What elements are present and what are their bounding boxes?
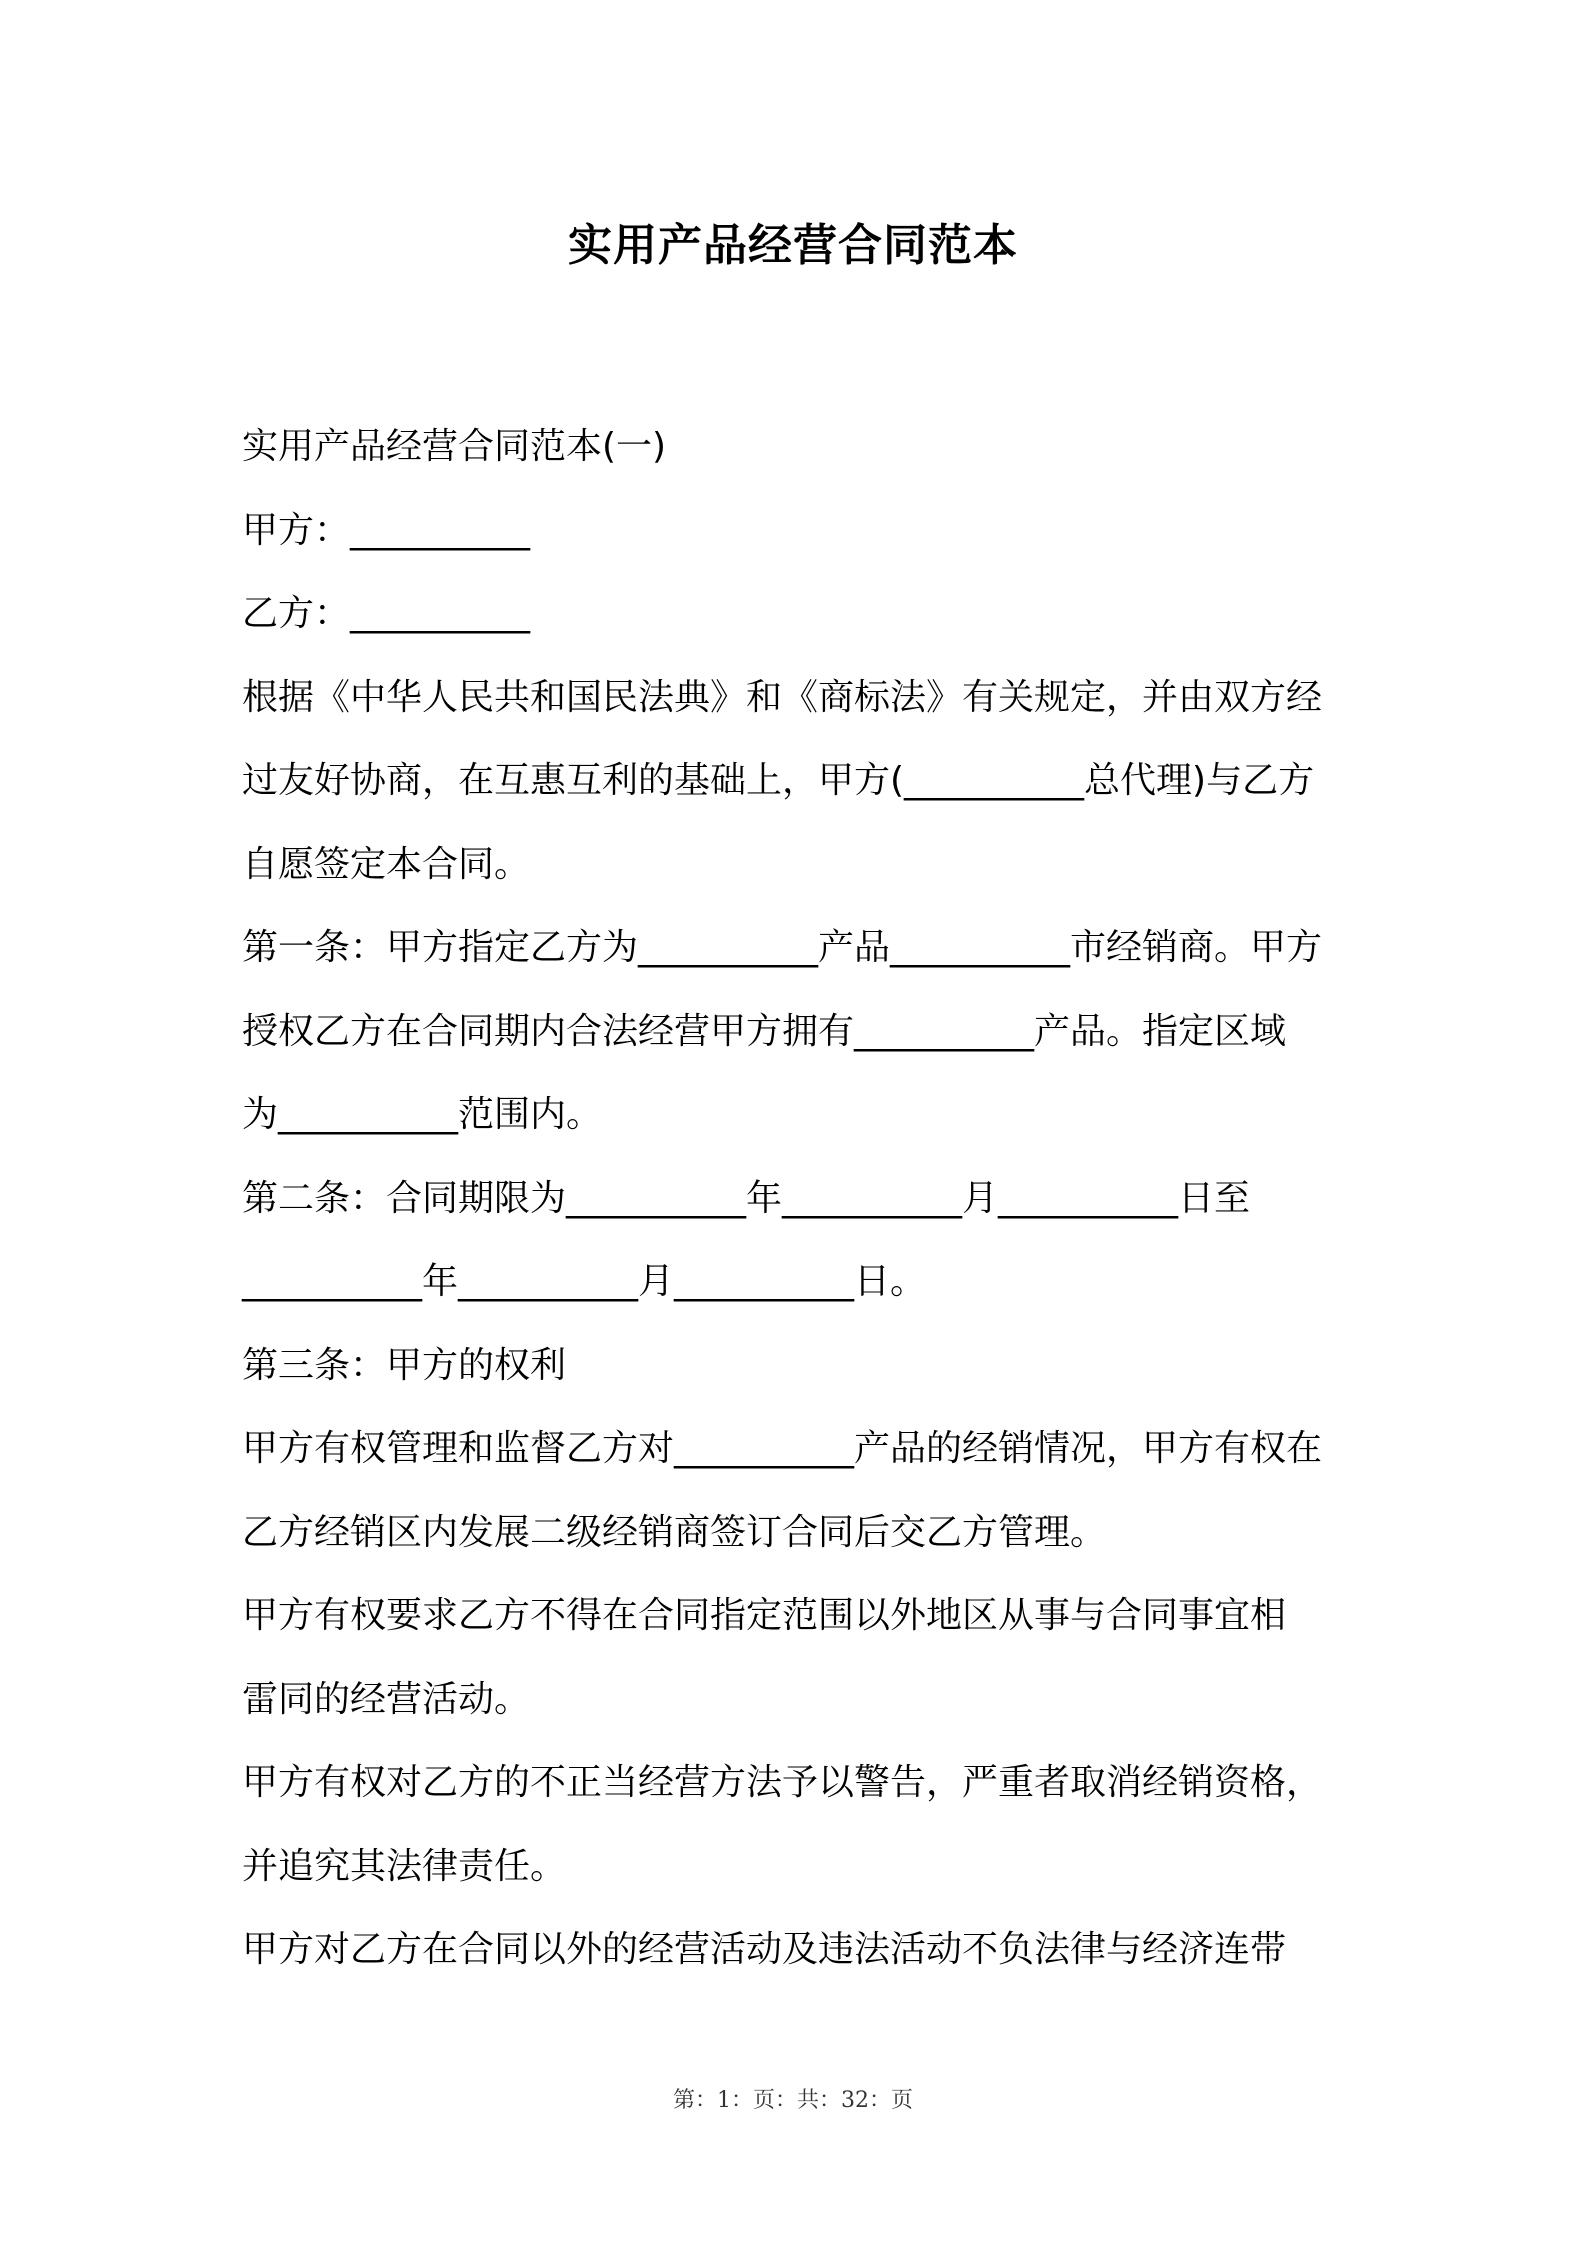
document-body: [242, 405, 1362, 1992]
paragraph-line: 乙方经销区内发展二级经销商签订合同后交乙方管理。: [242, 1511, 1107, 1553]
paragraph-line: 甲方有权要求乙方不得在合同指定范围以外地区从事与合同事宜相: [242, 1595, 1287, 1636]
article-heading: 第三条：甲方的权利: [242, 1344, 567, 1386]
article-line: __________年__________月__________日。: [242, 1261, 926, 1302]
paragraph-line: 过友好协商，在互惠互利的基础上，甲方(__________总代理)与乙方: [242, 760, 1315, 801]
paragraph-line: 甲方有权管理和监督乙方对__________产品的经销情况，甲方有权在: [242, 1428, 1323, 1469]
paragraph-line: 自愿签定本合同。: [242, 843, 531, 885]
paragraph-line: 雷同的经营活动。: [242, 1678, 531, 1720]
article-line: 授权乙方在合同期内合法经营甲方拥有__________产品。指定区域: [242, 1010, 1287, 1052]
party-a-line: 甲方：__________: [242, 509, 531, 551]
document-title: 实用产品经营合同范本: [568, 220, 1018, 271]
paragraph-line: 甲方对乙方在合同以外的经营活动及违法活动不负法律与经济连带: [242, 1929, 1287, 1970]
paragraph-line: 甲方有权对乙方的不正当经营方法予以警告，严重者取消经销资格，: [242, 1762, 1323, 1803]
article-line: 为__________范围内。: [242, 1094, 603, 1135]
paragraph-line: 并追究其法律责任。: [242, 1845, 567, 1887]
article-line: 第一条：甲方指定乙方为__________产品__________市经销商。甲方: [242, 927, 1323, 968]
page-number-footer: 第：1：页：共：32：页: [673, 2088, 913, 2113]
article-line: 第二条：合同期限为__________年__________月__________日至: [242, 1177, 1251, 1219]
party-b-line: 乙方：__________: [242, 593, 531, 634]
section-heading: 实用产品经营合同范本(一): [242, 426, 667, 467]
paragraph-line: 根据《中华人民共和国民法典》和《商标法》有关规定，并由双方经: [242, 676, 1323, 718]
